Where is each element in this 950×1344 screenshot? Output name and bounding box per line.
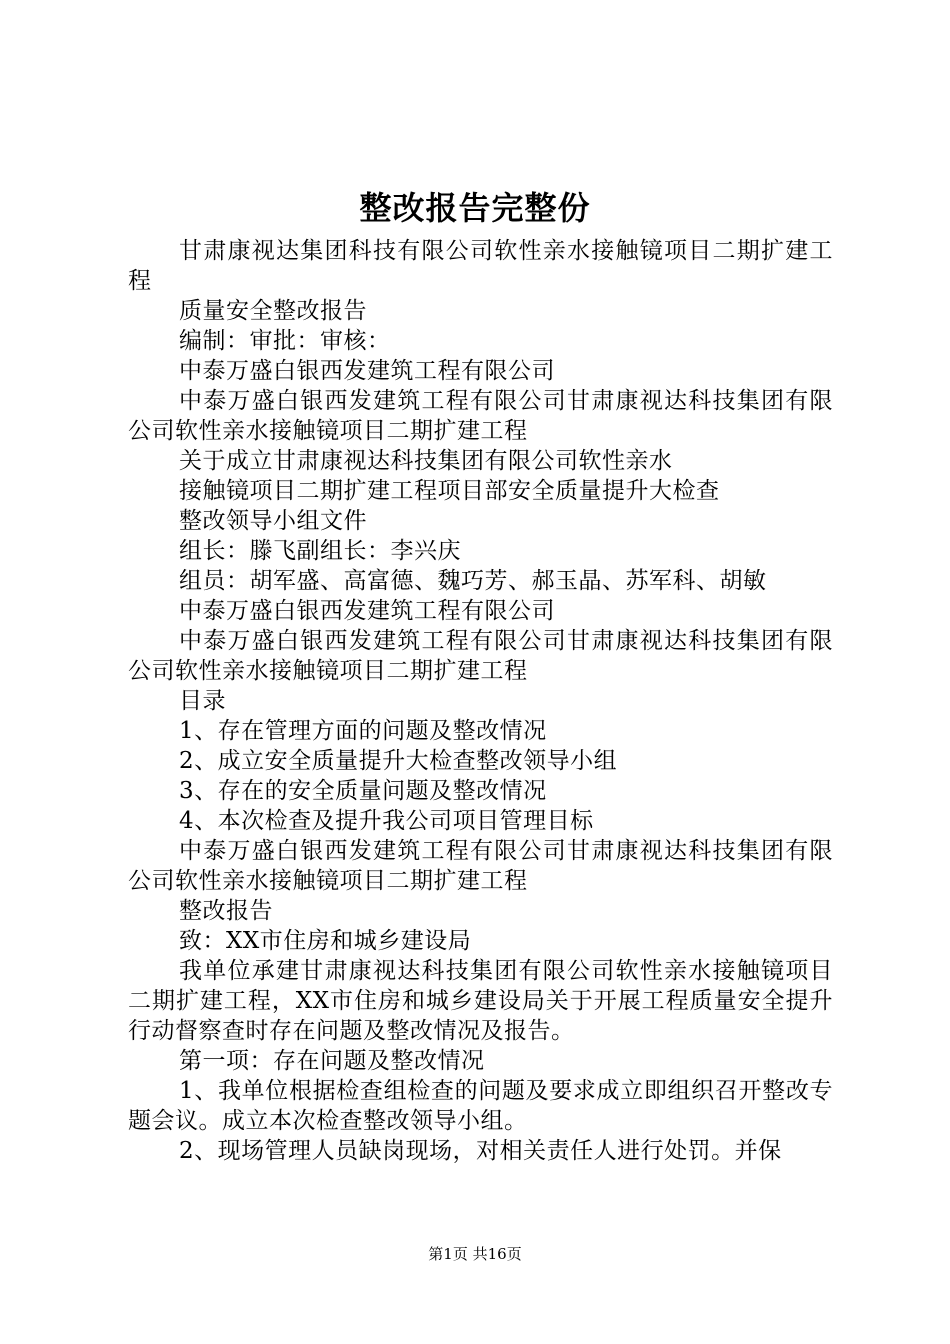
paragraph: 甘肃康视达集团科技有限公司软性亲水接触镜项目二期扩建工程 bbox=[128, 238, 833, 294]
toc-heading: 目录 bbox=[179, 688, 226, 714]
paragraph: 中泰万盛白银西发建筑工程有限公司甘肃康视达科技集团有限公司软性亲水接触镜项目二期扩建工程 bbox=[128, 388, 833, 444]
paragraph: 关于成立甘肃康视达科技集团有限公司软性亲水 bbox=[179, 448, 673, 474]
paragraph: 我单位承建甘肃康视达科技集团有限公司软性亲水接触镜项目二期扩建工程，XX市住房和城乡建设局关于开展工程质量安全提升行动督察查时存在问题及整改情况及报告。 bbox=[128, 958, 833, 1044]
paragraph: 1、我单位根据检查组检查的问题及要求成立即组织召开整改专题会议。成立本次检查整改领导小组。 bbox=[128, 1078, 833, 1134]
paragraph: 整改领导小组文件 bbox=[179, 508, 367, 534]
paragraph: 中泰万盛白银西发建筑工程有限公司甘肃康视达科技集团有限公司软性亲水接触镜项目二期扩建工程 bbox=[128, 838, 833, 894]
addressee: 致：XX市住房和城乡建设局 bbox=[179, 928, 472, 954]
toc-item: 2、成立安全质量提升大检查整改领导小组 bbox=[179, 748, 618, 774]
paragraph: 组长：滕飞副组长：李兴庆 bbox=[179, 538, 461, 564]
section-heading: 整改报告 bbox=[179, 898, 273, 924]
page-number-footer: 第1页 共16页 bbox=[428, 1245, 522, 1263]
paragraph: 中泰万盛白银西发建筑工程有限公司甘肃康视达科技集团有限公司软性亲水接触镜项目二期扩建工程 bbox=[128, 628, 833, 684]
paragraph: 接触镜项目二期扩建工程项目部安全质量提升大检查 bbox=[179, 478, 720, 504]
paragraph: 中泰万盛白银西发建筑工程有限公司 bbox=[179, 598, 555, 624]
toc-item: 3、存在的安全质量问题及整改情况 bbox=[179, 778, 547, 804]
paragraph: 中泰万盛白银西发建筑工程有限公司 bbox=[179, 358, 555, 384]
document-title: 整改报告完整份 bbox=[359, 189, 591, 227]
paragraph: 2、现场管理人员缺岗现场，对相关责任人进行处罚。并保 bbox=[179, 1138, 782, 1164]
paragraph: 组员：胡军盛、高富德、魏巧芳、郝玉晶、苏军科、胡敏 bbox=[179, 568, 767, 594]
toc-item: 1、存在管理方面的问题及整改情况 bbox=[179, 718, 547, 744]
paragraph: 质量安全整改报告 bbox=[179, 298, 367, 324]
section-heading: 第一项：存在问题及整改情况 bbox=[179, 1048, 485, 1074]
document-body bbox=[128, 236, 833, 1166]
toc-item: 4、本次检查及提升我公司项目管理目标 bbox=[179, 808, 594, 834]
paragraph: 编制：审批：审核： bbox=[179, 328, 391, 354]
